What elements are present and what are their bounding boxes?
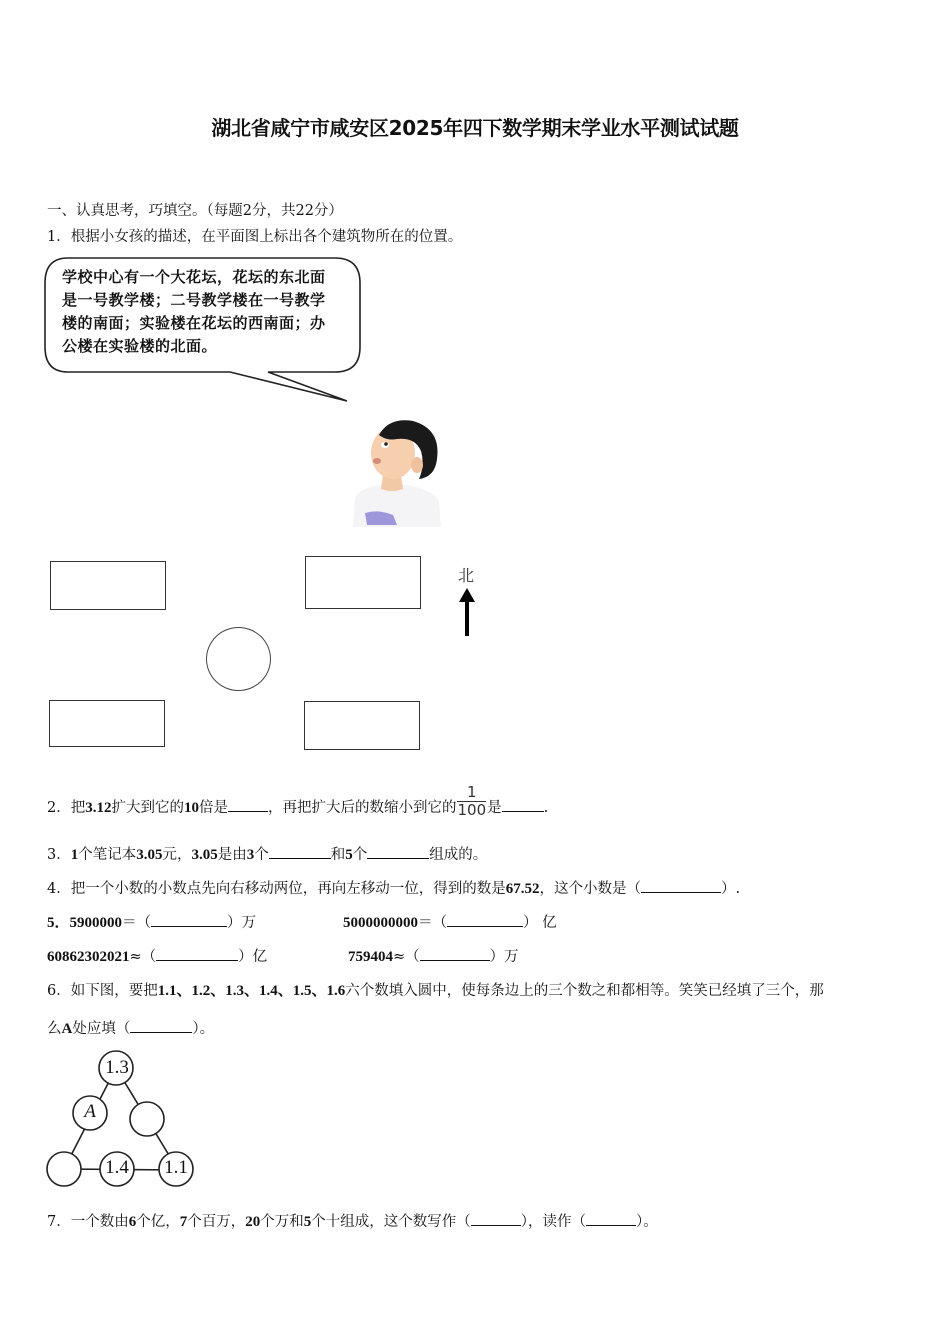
node-left-mid-label: A [84,1101,96,1122]
question-5b: 5000000000＝（ ） 亿 [343,912,557,933]
answer-blank[interactable] [156,946,238,961]
north-arrow-icon [458,588,476,638]
fraction-1-100: $\frac{1}{100}$ [457,782,487,819]
question-5d: 759404≈（ ）万 [348,946,519,967]
bubble-line: 公楼在实验楼的北面。 [62,337,218,355]
bubble-line: 学校中心有一个大花坛，花坛的东北面 [62,268,326,286]
answer-blank[interactable] [586,1211,636,1226]
question-3: 3．1个笔记本3.05元，3.05是由3个 和5个 组成的。 [47,844,487,865]
question-2: 2．把3.12扩大到它的10倍是 ，再把扩大后的数缩小到它的 $\frac{1}{100}$ 是 . [47,782,549,819]
node-right-mid [130,1102,164,1136]
section-heading: 一、认真思考，巧填空。（每题2分，共22分） [47,203,343,219]
bubble-line: 是一号教学楼；二号教学楼在一号教学 [62,291,326,309]
answer-blank[interactable] [502,797,544,812]
node-bottom-right-label: 1.1 [164,1157,188,1178]
question-1-text: 1．根据小女孩的描述，在平面图上标出各个建筑物所在的位置。 [47,229,463,245]
girl-illustration [345,415,445,527]
question-5c: 60862302021≈（ ）亿 [47,946,267,967]
answer-blank[interactable] [130,1018,192,1033]
question-7: 7．一个数由6个亿，7个百万，20个万和5个十组成，这个数写作（ ），读作（ ）。 [47,1211,658,1232]
question-6-line1: 6．如下图，要把1.1、1.2、1.3、1.4、1.5、1.6六个数填入圆中，使每条边上的三个数之和都相等。笑笑已经填了三个，那 [47,983,824,999]
map-box-top-right[interactable] [305,556,421,609]
north-label: 北 [458,566,475,585]
question-5a: 5．5900000＝（ ）万 [47,912,256,933]
page-title: 湖北省咸宁市咸安区2025年四下数学期末学业水平测试试题 [211,116,739,140]
node-bottom-mid-label: 1.4 [105,1157,129,1178]
map-box-top-left[interactable] [50,561,166,610]
question-6-line2: 么A处应填（ ）。 [47,1018,214,1039]
answer-blank[interactable] [269,844,331,859]
map-box-bottom-left[interactable] [49,700,165,747]
answer-blank[interactable] [151,912,227,927]
map-box-bottom-right[interactable] [304,701,420,750]
answer-blank[interactable] [420,946,490,961]
bubble-text [62,266,352,358]
question-4: 4．把一个小数的小数点先向右移动两位，再向左移动一位，得到的数是67.52，这个小数是（ ）. [47,878,740,899]
answer-blank[interactable] [641,878,721,893]
flower-bed-circle [206,627,271,691]
bubble-line: 楼的南面；实验楼在花坛的西南面；办 [62,314,326,332]
node-top-label: 1.3 [105,1057,129,1078]
node-bottom-left [47,1152,81,1186]
answer-blank[interactable] [447,912,523,927]
answer-blank[interactable] [367,844,429,859]
answer-blank[interactable] [228,797,268,812]
answer-blank[interactable] [471,1211,521,1226]
